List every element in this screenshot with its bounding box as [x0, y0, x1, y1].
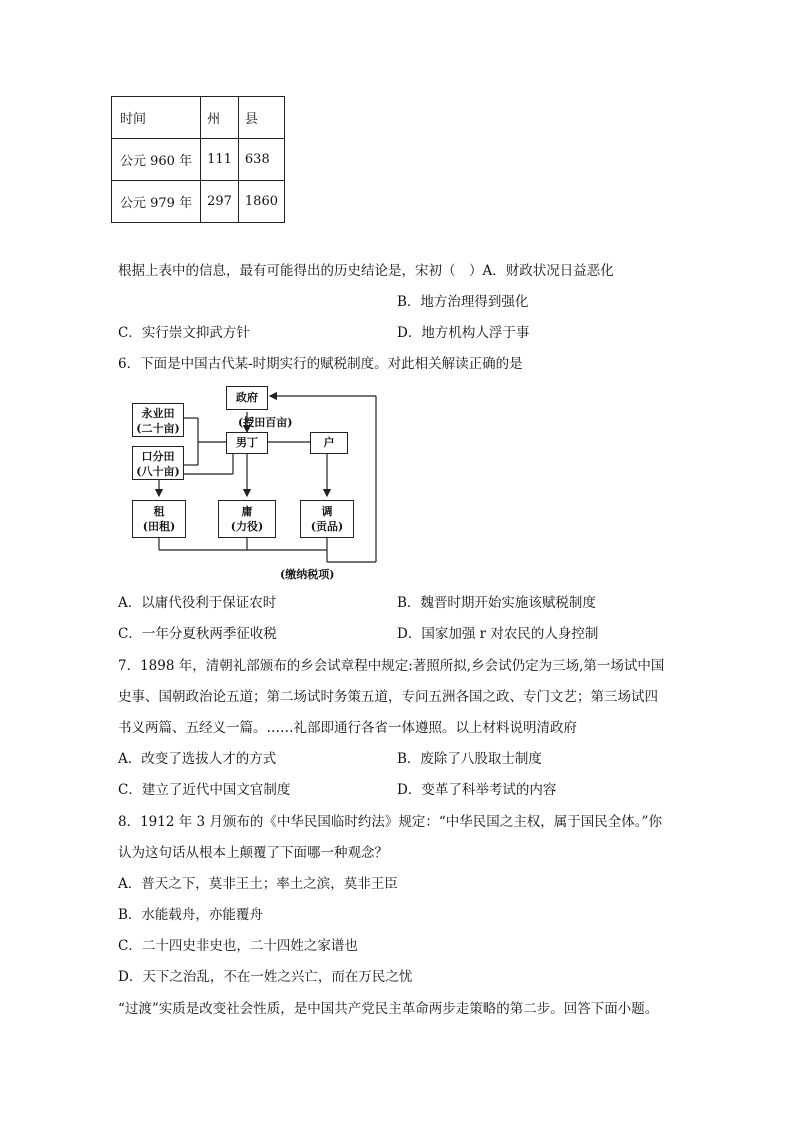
- q8-option-c: C．二十四史非史也，二十四姓之家谱也: [118, 938, 358, 954]
- table-header-cell: 县: [238, 97, 284, 139]
- table-row: [112, 139, 285, 181]
- table-cell: 1860: [238, 181, 284, 223]
- table-row: [112, 181, 285, 223]
- pay-taxes-label: (缴纳税项): [280, 568, 335, 581]
- household-box: [310, 432, 348, 454]
- yongye-field-box: [132, 403, 184, 437]
- tax-system-diagram: [120, 384, 385, 584]
- q7-option-b: B．废除了八股取士制度: [397, 751, 542, 767]
- zu-box: [132, 500, 186, 538]
- q7-option-d: D．变革了科举考试的内容: [397, 782, 557, 798]
- household-label: 户: [323, 436, 335, 449]
- q6-option-b: B．魏晋时期开始实施该赋税制度: [397, 595, 596, 611]
- koufen-field-area: (八十亩): [136, 465, 180, 478]
- prefecture-county-table: [111, 96, 285, 223]
- table-cell: 公元 979 年: [112, 181, 201, 223]
- yong-box: [218, 500, 276, 538]
- q6-option-a: A．以庸代役利于保证农时: [118, 595, 277, 611]
- q8-stem-line-2: 认为这句话从根本上颠覆了下面哪一种观念？: [118, 845, 388, 861]
- government-label: 政府: [236, 391, 258, 404]
- zu-label: 租: [153, 505, 165, 518]
- table-header-cell: 时间: [112, 97, 201, 139]
- q8-option-a: A．普天之下，莫非王土；率土之滨，莫非王臣: [118, 876, 398, 892]
- yong-label: 庸: [241, 505, 253, 518]
- government-box: [226, 386, 268, 410]
- q7-stem-line-3: 书义两篇、五经义一篇。……礼部即通行各省一体遵照。以上材料说明清政府: [118, 720, 577, 736]
- q6-option-c: C．一年分夏秋两季征收税: [118, 626, 277, 642]
- table-header-row: [112, 97, 285, 139]
- q8-option-d: D．天下之治乱，不在一姓之兴亡，而在万民之忧: [118, 969, 413, 985]
- adult-male-label: 男丁: [236, 436, 258, 449]
- table-cell: 297: [201, 181, 239, 223]
- koufen-field-label: 口分田: [141, 450, 175, 463]
- diao-label: 调: [321, 505, 333, 518]
- q5-stem: 根据上表中的信息，最有可能得出的历史结论是，宋初（ ）A．财政状况日益恶化: [118, 263, 614, 279]
- table-cell: 111: [201, 139, 239, 181]
- table-cell: 638: [238, 139, 284, 181]
- table-header-cell: 州: [201, 97, 239, 139]
- q5-option-b: B．地方治理得到强化: [397, 294, 529, 310]
- diao-box: [300, 500, 354, 538]
- q7-option-c: C．建立了近代中国文官制度: [118, 782, 291, 798]
- q7-stem-line-2: 史事、国朝政治论五道；第二场试时务策五道，专问五洲各国之政、专门文艺；第三场试四: [118, 689, 658, 705]
- q5-option-c: C．实行崇文抑武方针: [118, 325, 250, 341]
- table-cell: 公元 960 年: [112, 139, 201, 181]
- q6-option-d: D．国家加强 r 对农民的人身控制: [397, 626, 599, 642]
- q5-option-d: D．地方机构人浮于事: [397, 325, 530, 341]
- q8-option-b: B．水能载舟，亦能覆舟: [118, 907, 263, 923]
- q6-stem: 6．下面是中国古代某-时期实行的赋税制度。对此相关解读正确的是: [118, 356, 523, 372]
- koufen-field-box: [132, 446, 184, 480]
- section-intro: “过渡”实质是改变社会性质，是中国共产党民主革命两步走策略的第二步。回答下面小题。: [118, 1001, 659, 1017]
- adult-male-box: [226, 432, 268, 454]
- yongye-field-area: (二十亩): [136, 422, 180, 435]
- yong-desc: (力役): [230, 520, 264, 533]
- diao-desc: (贡品): [310, 520, 344, 533]
- grant-land-label: (授田百亩): [238, 416, 293, 429]
- q8-stem-line-1: 8．1912 年 3 月颁布的《中华民国临时约法》规定：“中华民国之主权，属于国民全体。”你: [118, 814, 662, 830]
- zu-desc: (田租): [142, 520, 176, 533]
- yongye-field-label: 永业田: [141, 407, 175, 420]
- q7-option-a: A．改变了选拔人才的方式: [118, 751, 277, 767]
- q7-stem-line-1: 7．1898 年，清朝礼部颁布的乡会试章程中规定:著照所拟,乡会试仍定为三场,第一场试中国: [118, 658, 665, 674]
